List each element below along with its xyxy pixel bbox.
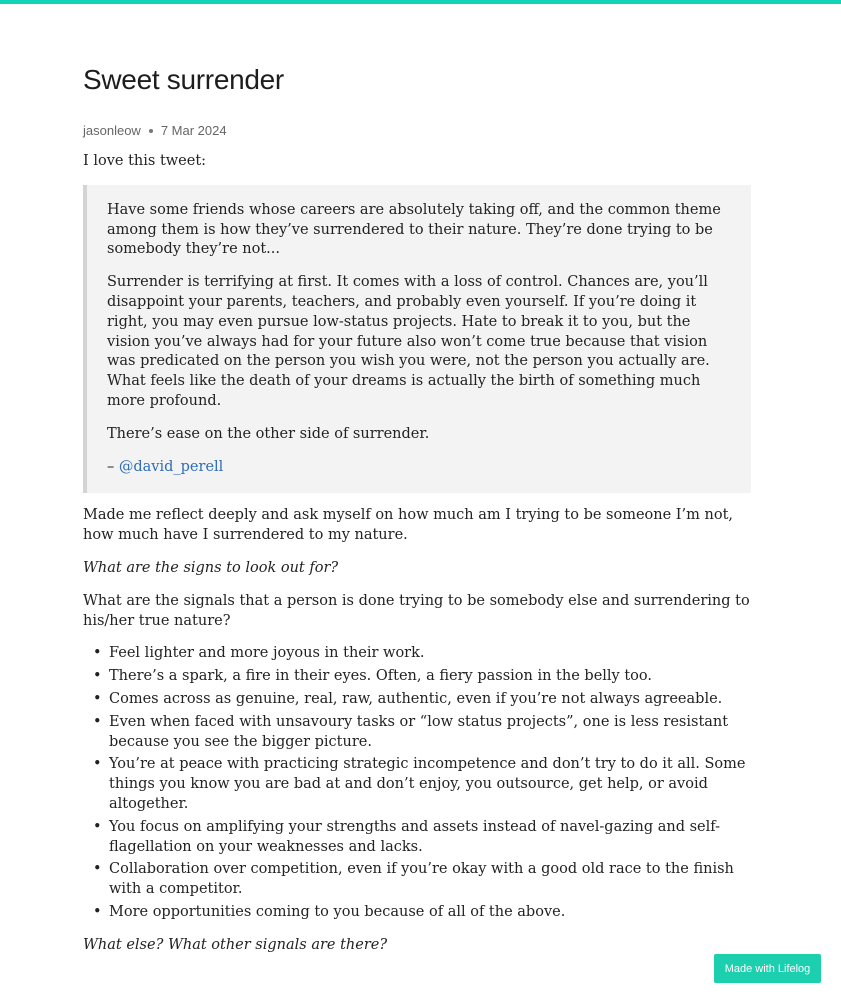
signals-intro-paragraph: What are the signals that a person is done trying to be somebody else and surrendering to his/her true nature? (83, 592, 750, 629)
top-accent-bar (0, 0, 841, 4)
quoted-tweet (83, 185, 751, 494)
closing-paragraph (83, 936, 751, 956)
reflection-paragraph: Made me reflect deeply and ask myself on how much am I trying to be someone I’m not, how much have I surrendered to my nature. (83, 507, 734, 544)
list-item: • There’s a spark, a fire in their eyes. Often, a fiery passion in the belly too. (101, 667, 751, 687)
quote-paragraph: There’s ease on the other side of surrender. (107, 425, 430, 442)
post-body (83, 152, 751, 956)
quote-paragraph: Have some friends whose careers are absolutely taking off, and the common theme among them is how they’ve surrendered to their nature. They’re done trying to be somebody they’re not... (107, 201, 721, 258)
quote-paragraph: Surrender is terrifying at first. It comes with a loss of control. Chances are, you’ll disappoint your parents, teachers, and probably even yourself. If you’re doing it right, you may even pursue low-status projects. Hate to break it to you, but the vision you’ve always had for your future also won’t come true because that vision was predicated on the person you wish you were, not the person you actually are. What feels like the death of your dreams is actually the birth of something much more profound. (107, 274, 710, 409)
post-article (83, 60, 751, 969)
list-item: • More opportunities coming to you because of all of the above. (101, 903, 751, 923)
intro-paragraph: I love this tweet: (83, 153, 207, 169)
attribution-link[interactable]: @david_perell (118, 458, 224, 475)
question-paragraph (83, 559, 751, 579)
list-item: • You focus on amplifying your strengths and assets instead of navel-gazing and self-flagellation on your weaknesses and lacks. (101, 818, 751, 858)
signals-list (83, 644, 751, 922)
post-title: Sweet surrender (83, 64, 284, 95)
list-item: • Comes across as genuine, real, raw, authentic, even if you’re not always agreeable. (101, 690, 751, 710)
post-date: 7 Mar 2024 (160, 123, 227, 138)
list-item: • Collaboration over competition, even if you’re okay with a good old race to the finish with a competitor. (101, 860, 751, 900)
meta-separator-dot (149, 129, 153, 133)
post-author[interactable]: jasonleow (83, 123, 141, 138)
made-with-lifelog-button[interactable]: Made with Lifelog (714, 954, 821, 983)
quote-attribution (107, 458, 729, 478)
list-item: • Feel lighter and more joyous in their work. (101, 644, 751, 664)
list-item: • Even when faced with unsavoury tasks or “low status projects”, one is less resistant because you see the bigger picture. (101, 713, 751, 753)
closing-italic: What else? What other signals are there? (83, 936, 388, 953)
attribution-dash: – (107, 458, 119, 475)
question-italic: What are the signs to look out for? (83, 559, 339, 576)
post-meta (83, 123, 751, 139)
list-item: • You’re at peace with practicing strategic incompetence and don’t try to do it all. Some things you know you are bad at and don’t enjoy, you outsource, get help, or avoid altogether. (101, 755, 751, 814)
